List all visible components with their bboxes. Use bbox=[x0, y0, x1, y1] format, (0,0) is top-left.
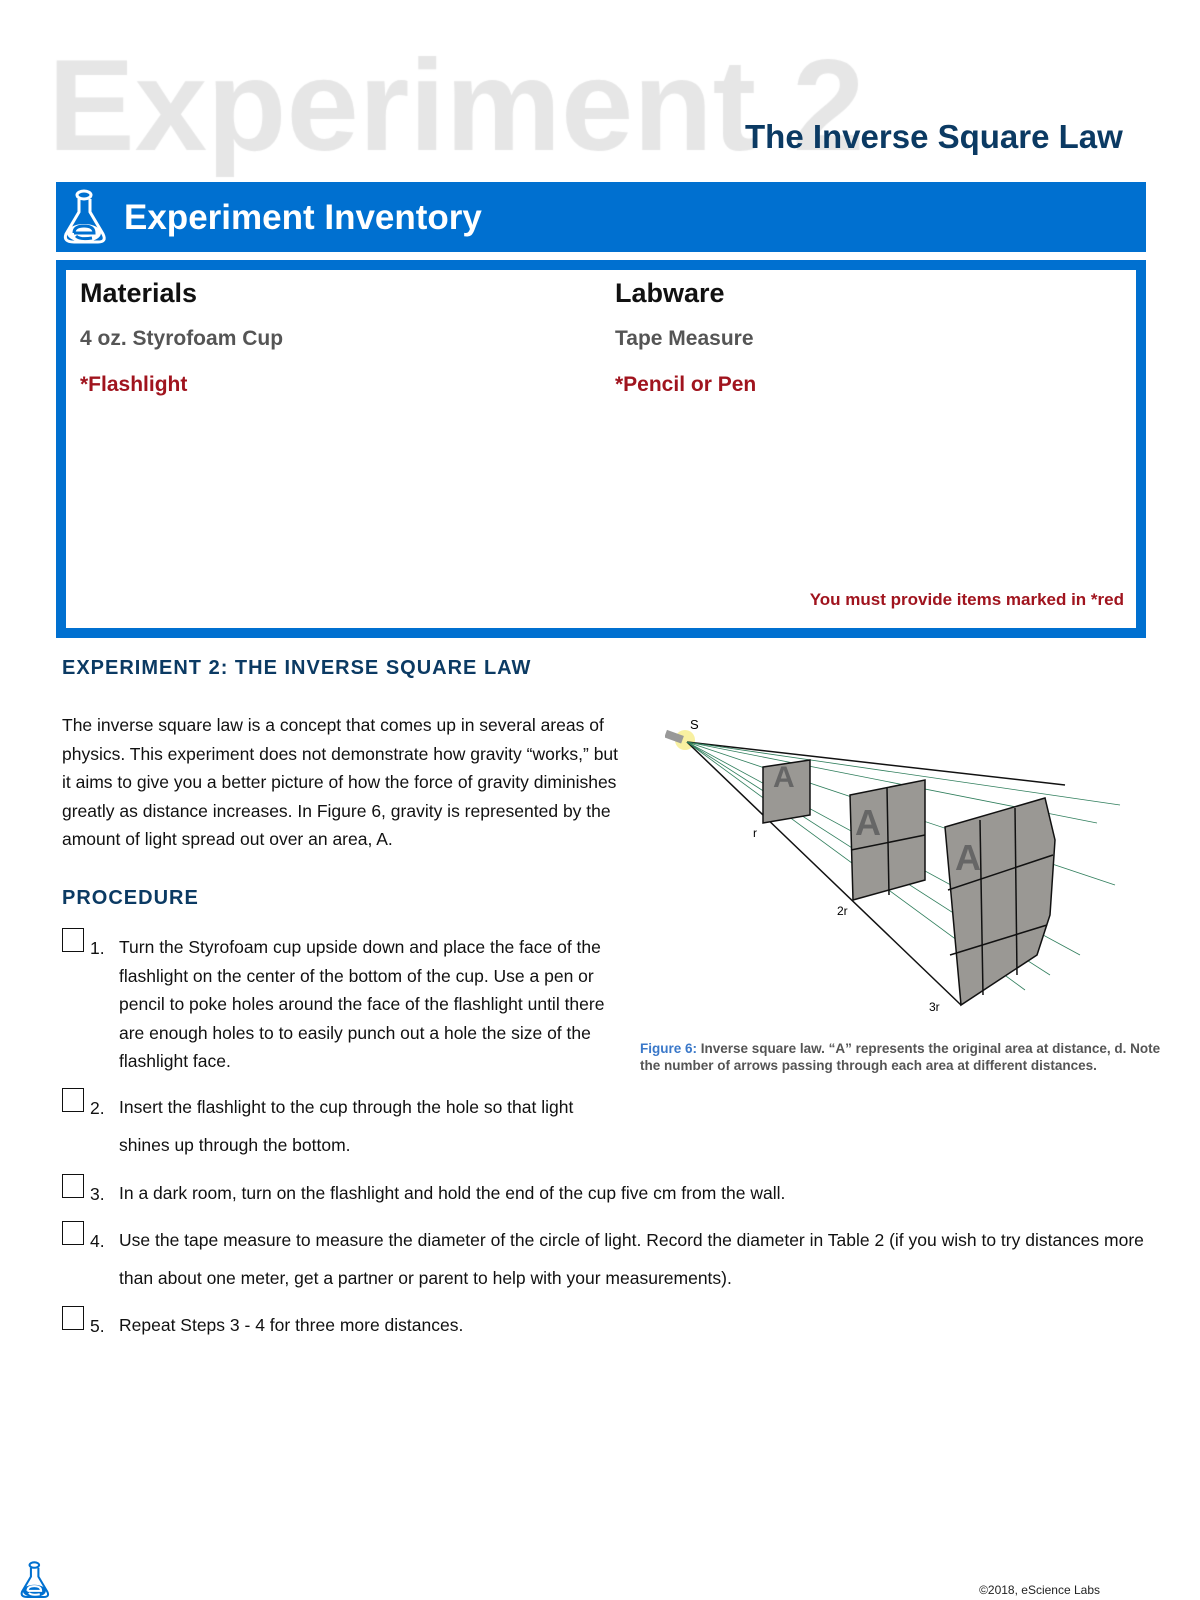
step-checkbox[interactable] bbox=[62, 928, 84, 952]
copyright: ©2018, eScience Labs bbox=[979, 1583, 1100, 1597]
step-number: 3. bbox=[90, 1184, 105, 1204]
step-checkbox[interactable] bbox=[62, 1221, 84, 1245]
distance-r-label: r bbox=[753, 826, 757, 840]
experiment-watermark bbox=[40, 20, 860, 180]
area-label: A bbox=[773, 761, 795, 794]
step-number: 2. bbox=[90, 1098, 105, 1118]
inventory-box bbox=[56, 260, 1146, 638]
distance-2r-label: 2r bbox=[837, 904, 848, 918]
section-heading: EXPERIMENT 2: THE INVERSE SQUARE LAW bbox=[62, 657, 532, 679]
step-checkbox[interactable] bbox=[62, 1306, 84, 1330]
intro-paragraph: The inverse square law is a concept that comes up in several areas of physics. This experiment does not demonstrate how gravity “works,” but it aims to give you a better picture of how the force of gravity diminishes greatly as distance increases. In Figure 6, gravity is represented by the amount of light spread out over an area, A. bbox=[62, 715, 619, 849]
page-title: The Inverse Square Law bbox=[745, 118, 1123, 155]
step-checkbox[interactable] bbox=[62, 1174, 84, 1198]
step-text: Use the tape measure to measure the diameter of the circle of light. Record the diameter in Table 2 (if you wish to try distances more than about one meter, get a partner or parent to help with your measurements). bbox=[119, 1230, 1144, 1288]
materials-heading: Materials bbox=[80, 278, 198, 308]
labware-item-required: *Pencil or Pen bbox=[615, 373, 757, 396]
figure-caption-text: Inverse square law. “A” represents the original area at distance, d. Note the number of arrows passing through each area at different distances. bbox=[640, 1041, 1161, 1073]
step-number: 5. bbox=[90, 1316, 105, 1336]
labware-heading: Labware bbox=[615, 278, 725, 308]
required-items-note: You must provide items marked in *red bbox=[809, 590, 1124, 609]
step-text: Turn the Styrofoam cup upside down and place the face of the flashlight on the center of the bottom of the cup. Use a pen or pencil to poke holes around the face of the flashlight until there are enough holes to to easily punch out a hole the size of the flashlight face. bbox=[119, 937, 605, 1071]
step-checkbox[interactable] bbox=[62, 1088, 84, 1112]
source-label: S bbox=[690, 717, 699, 732]
flask-logo-icon bbox=[60, 188, 110, 246]
step-number: 1. bbox=[90, 938, 105, 958]
distance-3r-label: 3r bbox=[929, 1000, 940, 1014]
area-label: A bbox=[855, 802, 881, 843]
figure-caption bbox=[640, 1040, 1170, 1074]
step-number: 4. bbox=[90, 1231, 105, 1251]
inventory-title: Experiment Inventory bbox=[124, 198, 482, 237]
material-item-required: *Flashlight bbox=[80, 373, 188, 396]
labware-item: Tape Measure bbox=[615, 327, 754, 350]
step-text: Repeat Steps 3 - 4 for three more distances. bbox=[119, 1315, 464, 1335]
procedure-heading: PROCEDURE bbox=[62, 887, 199, 909]
figure-caption-label: Figure 6: bbox=[640, 1041, 698, 1056]
material-item: 4 oz. Styrofoam Cup bbox=[80, 327, 284, 350]
footer-flask-logo-icon bbox=[18, 1560, 52, 1600]
area-label: A bbox=[955, 837, 981, 878]
step-text: Insert the flashlight to the cup through the hole so that light shines up through the bottom. bbox=[119, 1097, 574, 1155]
inverse-square-figure bbox=[665, 715, 1135, 1015]
step-text: In a dark room, turn on the flashlight and hold the end of the cup five cm from the wall. bbox=[119, 1183, 786, 1203]
